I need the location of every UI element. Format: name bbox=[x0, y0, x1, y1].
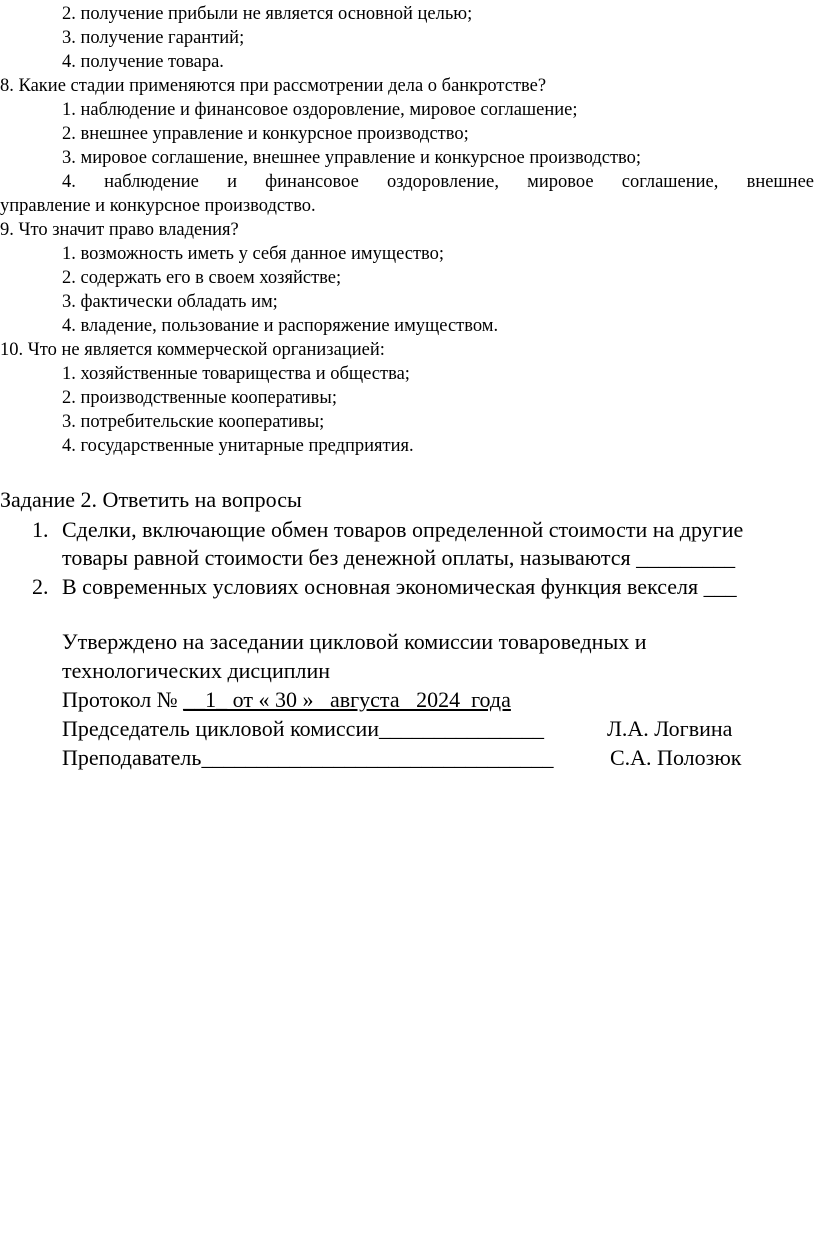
teacher-line bbox=[62, 744, 553, 772]
task2-item-1-line-1: Сделки, включающие обмен товаров определенной стоимости на другие bbox=[62, 517, 744, 542]
chair-label: Председатель цикловой комиссии bbox=[62, 716, 379, 741]
chair-name: Л.А. Логвина bbox=[607, 716, 733, 741]
q10-option-1: 1. хозяйственные товарищества и общества; bbox=[62, 364, 410, 384]
protocol-details: __1_ от « 30 » августа 2024 года bbox=[183, 687, 511, 712]
task2-item-1-line-2: товары равной стоимости без денежной оплаты, называются _________ bbox=[62, 545, 736, 570]
q8-option-4-line-1: 4. наблюдение и финансовое оздоровление, мировое соглашение, внешнее bbox=[62, 172, 814, 192]
q8-option-2: 2. внешнее управление и конкурсное производство; bbox=[62, 124, 469, 144]
chair-line bbox=[62, 715, 544, 743]
q7-option-3: 3. получение гарантий; bbox=[62, 28, 245, 48]
task2-item-2-line-1: В современных условиях основная экономическая функция векселя ___ bbox=[62, 574, 737, 599]
teacher-label: Преподаватель bbox=[62, 745, 202, 770]
teacher-signature-blank: ________________________________ bbox=[201, 745, 554, 770]
q7-option-4: 4. получение товара. bbox=[62, 52, 224, 72]
q9-option-3: 3. фактически обладать им; bbox=[62, 292, 278, 312]
teacher-name: С.А. Полозюк bbox=[610, 745, 742, 770]
task2-title: Задание 2. Ответить на вопросы bbox=[0, 487, 302, 512]
approval-line-1: Утверждено на заседании цикловой комиссии товароведных и bbox=[62, 629, 647, 654]
q8-option-4-line-2: управление и конкурсное производство. bbox=[0, 196, 316, 216]
task2-item-1-number: 1. bbox=[32, 517, 49, 542]
q8-option-1: 1. наблюдение и финансовое оздоровление, мировое соглашение; bbox=[62, 100, 578, 120]
q9-option-4: 4. владение, пользование и распоряжение имуществом. bbox=[62, 316, 499, 336]
protocol-line bbox=[62, 686, 511, 714]
q10-option-2: 2. производственные кооперативы; bbox=[62, 388, 337, 408]
q9-option-2: 2. содержать его в своем хозяйстве; bbox=[62, 268, 342, 288]
q10-option-4: 4. государственные унитарные предприятия. bbox=[62, 436, 414, 456]
q8-question: 8. Какие стадии применяются при рассмотрении дела о банкротстве? bbox=[0, 76, 547, 96]
q10-option-3: 3. потребительские кооперативы; bbox=[62, 412, 325, 432]
q7-option-2: 2. получение прибыли не является основной целью; bbox=[62, 4, 473, 24]
task2-item-2-number: 2. bbox=[32, 574, 49, 599]
q9-option-1: 1. возможность иметь у себя данное имущество; bbox=[62, 244, 445, 264]
chair-signature-blank: _______________ bbox=[379, 716, 544, 741]
q10-question: 10. Что не является коммерческой организацией: bbox=[0, 340, 385, 360]
q8-option-3: 3. мировое соглашение, внешнее управление и конкурсное производство; bbox=[62, 148, 642, 168]
q9-question: 9. Что значит право владения? bbox=[0, 220, 239, 240]
approval-line-2: технологических дисциплин bbox=[62, 658, 331, 683]
protocol-label: Протокол № bbox=[62, 687, 184, 712]
